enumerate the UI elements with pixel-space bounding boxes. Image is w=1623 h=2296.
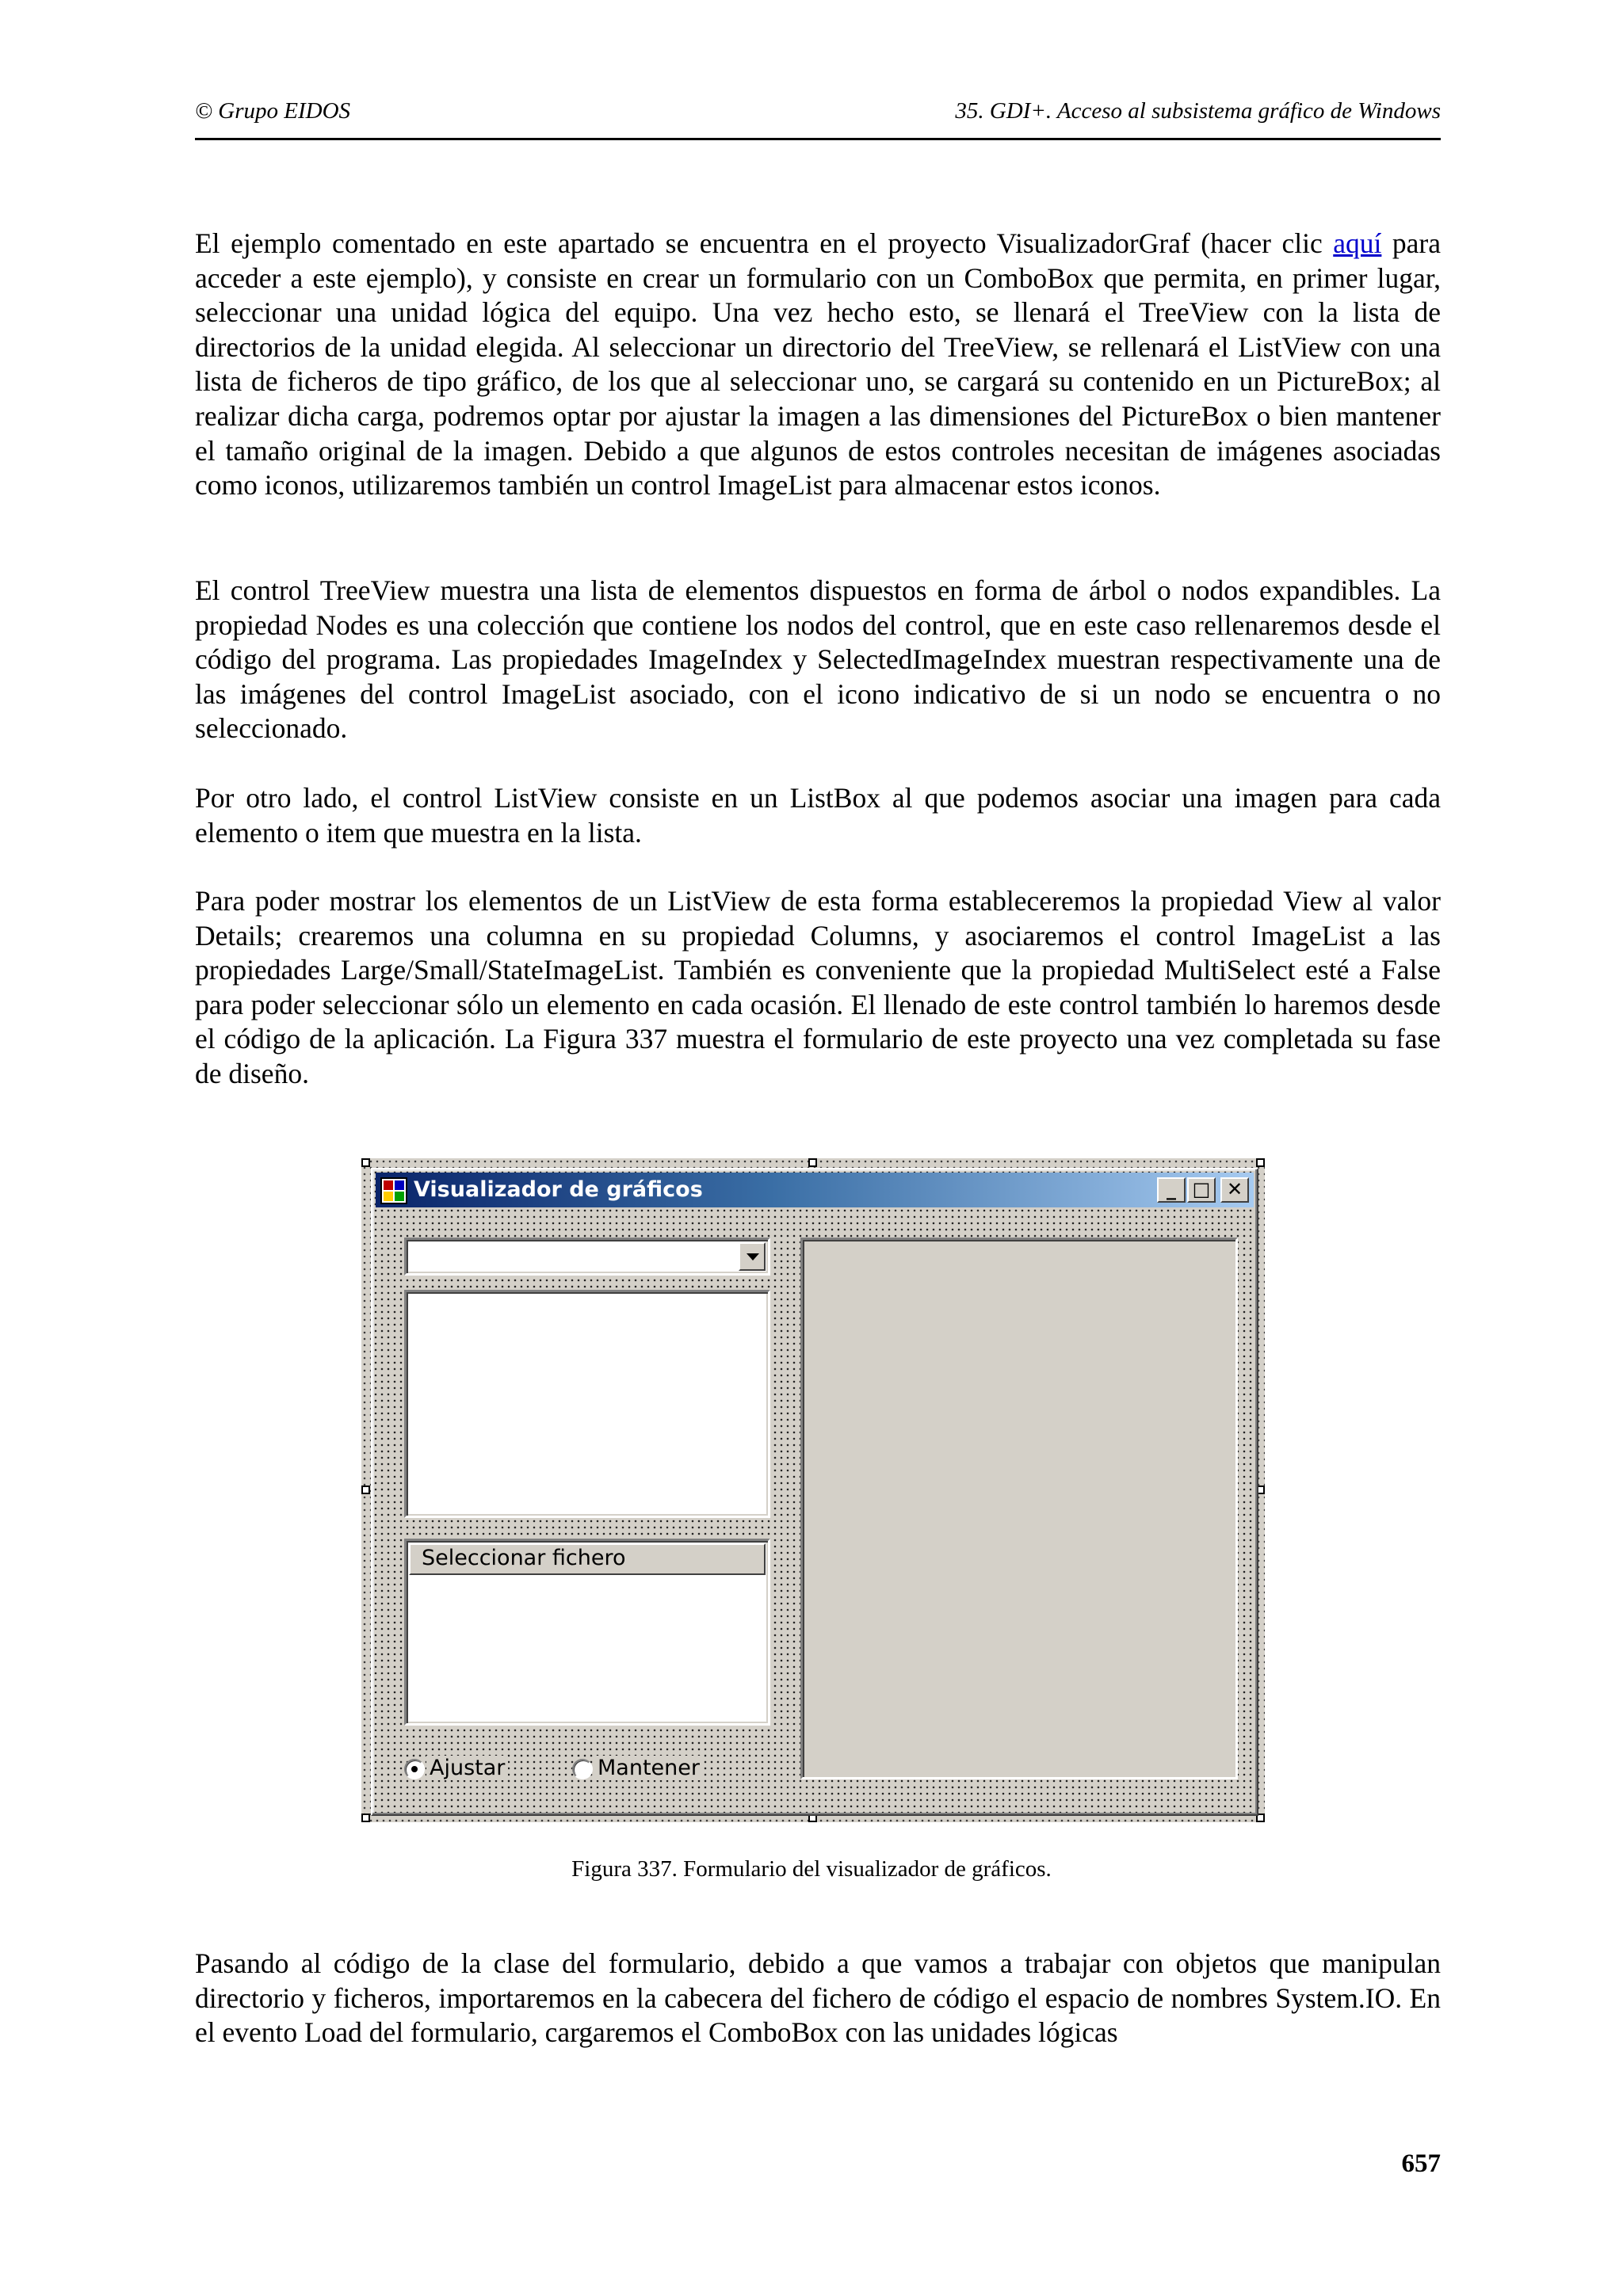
paragraph-code-intro: Pasando al código de la clase del formulario, debido a que vamos a trabajar con objetos que manipulan directorio y ficheros, importaremos en la cabecera del fichero de código el espacio de nombres System.IO. En el evento Load del formulario, cargaremos el ComboBox con las unidades lógicas [195, 1947, 1441, 2049]
page-number: 657 [1401, 2149, 1441, 2178]
window-title: Visualizador de gráficos [414, 1177, 703, 1202]
paragraph-treeview: El control TreeView muestra una lista de elementos dispuestos en forma de árbol o nodos expandibles. La propiedad Nodes es una colección que contiene los nodos del control, que en este caso rellenaremos desde el código del programa. Las propiedades ImageIndex y SelectedImageIndex muestran respectivamente una de las imágenes del control ImageList asociado, con el icono indicativo de si un nodo se encuentra o no seleccionado. [195, 574, 1441, 745]
paragraph-listview: Por otro lado, el control ListView consiste en un ListBox al que podemos asociar una imagen para cada elemento o item que muestra en la lista. [195, 782, 1441, 849]
radio-ajustar[interactable] [404, 1759, 425, 1779]
form-window [371, 1168, 1258, 1816]
listview-column-header[interactable]: Seleccionar fichero [409, 1543, 766, 1575]
form-titlebar[interactable] [376, 1173, 1254, 1207]
close-button[interactable]: ✕ [1220, 1177, 1249, 1203]
radio-mantener-label[interactable]: Mantener [594, 1756, 703, 1780]
directory-treeview[interactable] [404, 1290, 770, 1518]
header-publisher: © Grupo EIDOS [195, 98, 351, 124]
resize-handle-bottom-left[interactable] [361, 1814, 370, 1822]
paragraph-intro [195, 227, 1441, 503]
header-chapter-title: 35. GDI+. Acceso al subsistema gráfico de Windows [955, 98, 1441, 124]
resize-handle-top-center[interactable] [808, 1158, 817, 1167]
paragraph-intro-text-end: para acceder a este ejemplo), y consiste en crear un formulario con un ComboBox que permita, en primer lugar, seleccionar una unidad lógica del equipo. Una vez hecho esto, se llenará el TreeView con la lista de directorios de la unidad elegida. Al seleccionar un directorio del TreeView, se rellenará el ListView con una lista de ficheros de tipo gráfico, de los que al seleccionar uno, se cargará su contenido en un PictureBox; al realizar dicha carga, podremos optar por ajustar la imagen a las dimensiones del PictureBox o bien mantener el tamaño original de la imagen. Debido a que algunos de estos controles necesitan de imágenes asociadas como iconos, utilizaremos también un control ImageList para almacenar estos iconos. [195, 227, 1441, 502]
minimize-button[interactable]: _ [1157, 1177, 1186, 1203]
image-picturebox[interactable] [800, 1238, 1238, 1779]
form-designer-figure [361, 1158, 1265, 1822]
resize-handle-middle-left[interactable] [361, 1486, 370, 1494]
figure-caption: Figura 337. Formulario del visualizador de gráficos. [571, 1856, 1052, 1882]
app-icon [380, 1177, 407, 1204]
radio-ajustar-label[interactable]: Ajustar [426, 1756, 508, 1780]
maximize-button[interactable]: □ [1187, 1177, 1216, 1203]
example-link[interactable]: aquí [1333, 227, 1382, 259]
paragraph-listview-details: Para poder mostrar los elementos de un ListView de esta forma estableceremos la propiedad View al valor Details; crearemos una columna en su propiedad Columns, y asociaremos el control ImageList a las propiedades Large/Small/StateImageList. También es conveniente que la propiedad MultiSelect esté a False para poder seleccionar sólo un elemento en cada ocasión. El llenado de este control también lo haremos desde el código de la aplicación. La Figura 337 muestra el formulario de este proyecto una vez completada su fase de diseño. [195, 885, 1441, 1089]
resize-handle-top-left[interactable] [361, 1158, 370, 1167]
paragraph-intro-text-start: El ejemplo comentado en este apartado se encuentra en el proyecto VisualizadorGraf (hacer clic [195, 227, 1334, 259]
drive-combobox[interactable] [404, 1238, 770, 1276]
radio-mantener[interactable] [572, 1759, 593, 1779]
resize-handle-top-right[interactable] [1256, 1158, 1265, 1167]
chevron-down-icon[interactable] [739, 1242, 766, 1271]
running-header [195, 93, 1441, 140]
files-listview[interactable] [404, 1539, 770, 1726]
